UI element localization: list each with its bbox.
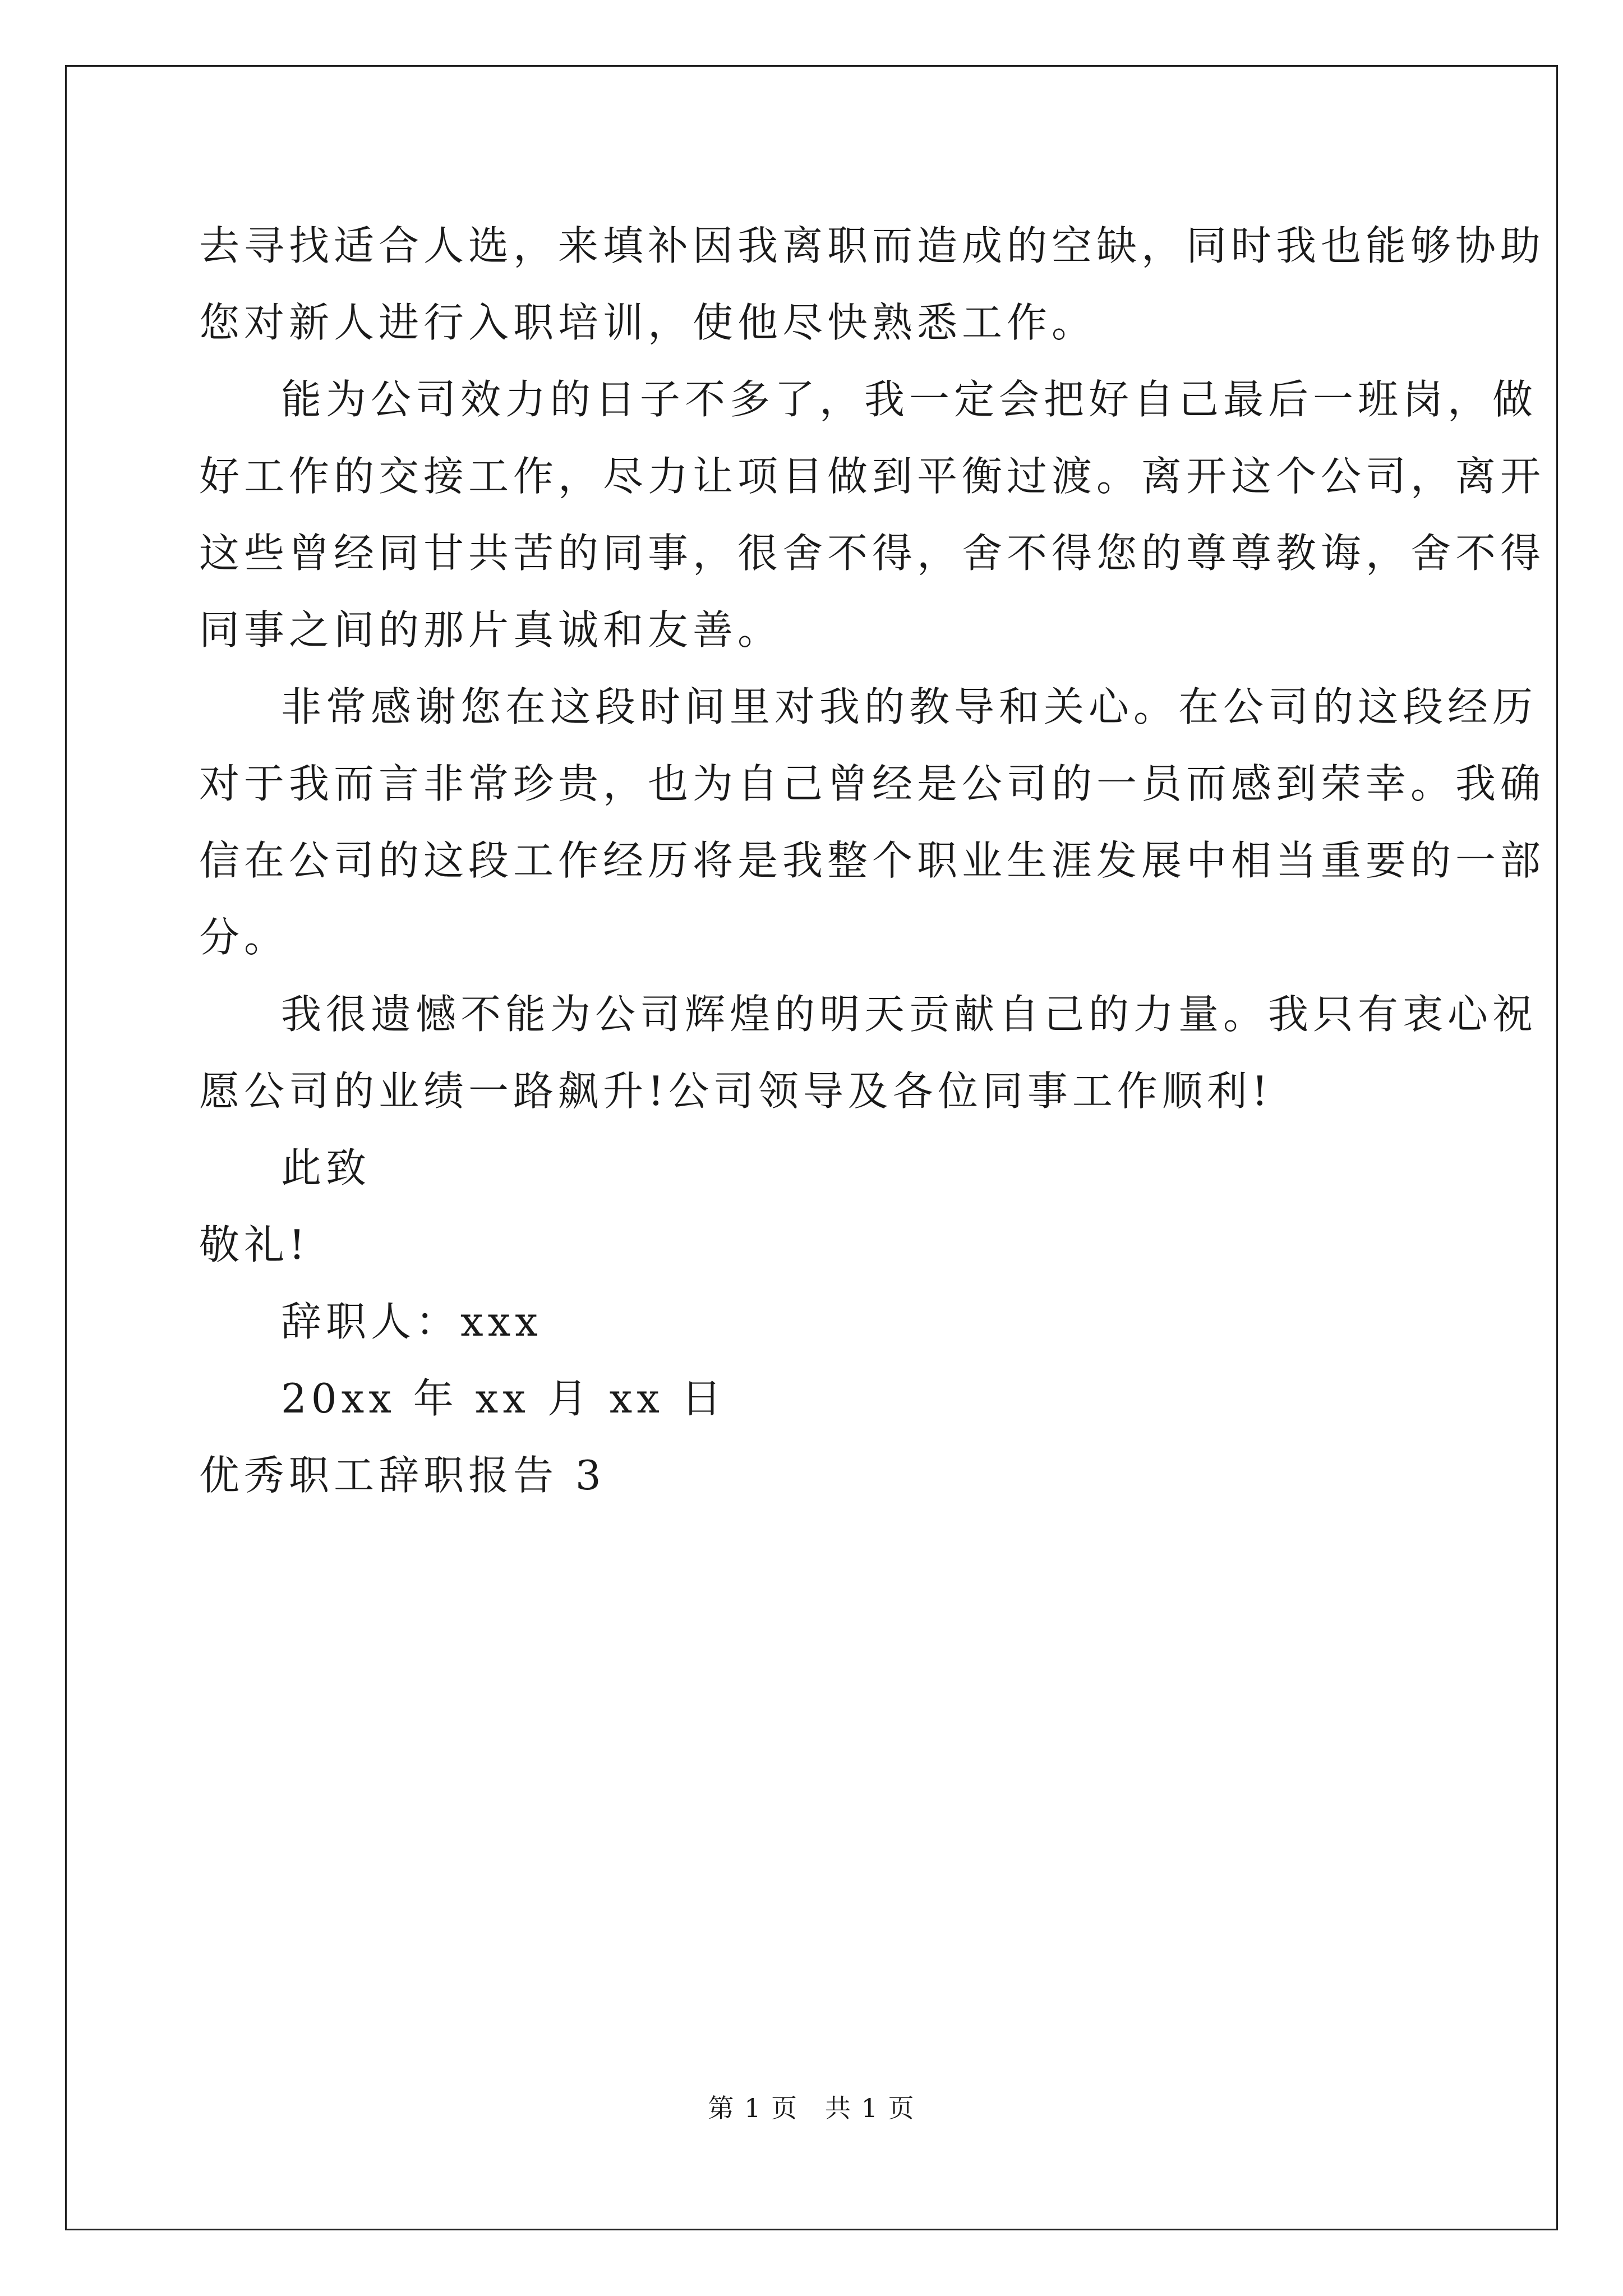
- text-line: 信在公司的这段工作经历将是我整个职业生涯发展中相当重要的一部: [199, 837, 1546, 884]
- closing-salutation: [199, 1130, 1433, 1207]
- text-line: 您对新人进行入职培训，使他尽快熟悉工作。: [199, 299, 1097, 346]
- text-line: 分。: [199, 914, 289, 961]
- signature-line: [199, 1283, 1433, 1360]
- page-footer: [0, 2091, 1623, 2125]
- page-number: 第 1 页 共 1 页: [708, 2093, 915, 2123]
- paragraph-gratitude: [199, 669, 1546, 976]
- text-line: 这些曾经同甘共苦的同事，很舍不得，舍不得您的尊尊教诲，舍不得: [199, 530, 1546, 577]
- text-line: 同事之间的那片真诚和友善。: [199, 606, 783, 654]
- text-line: 我很遗憾不能为公司辉煌的明天贡献自己的力量。我只有衷心祝: [281, 991, 1538, 1038]
- text-line: 此致: [281, 1144, 371, 1191]
- closing-regards: [199, 1207, 1433, 1283]
- text-line: 敬礼!: [199, 1221, 310, 1268]
- text-line: 20xx 年 xx 月 xx 日: [281, 1375, 726, 1422]
- next-section-title: [199, 1437, 1433, 1514]
- text-line: 能为公司效力的日子不多了，我一定会把好自己最后一班岗，做: [281, 376, 1538, 423]
- paragraph-last-days: [199, 361, 1546, 669]
- document-body: [199, 208, 1546, 1514]
- text-line: 对于我而言非常珍贵，也为自己曾经是公司的一员而感到荣幸。我确: [199, 760, 1546, 807]
- date-line: [199, 1360, 1433, 1437]
- paragraph-resignation-handover: [199, 208, 1546, 361]
- text-line: 辞职人：xxx: [281, 1298, 542, 1345]
- text-line: 愿公司的业绩一路飙升!公司领导及各位同事工作顺利!: [199, 1068, 1272, 1115]
- text-line: 优秀职工辞职报告 3: [199, 1452, 606, 1499]
- text-line: 非常感谢您在这段时间里对我的教导和关心。在公司的这段经历: [281, 683, 1538, 730]
- paragraph-wishes: [199, 976, 1538, 1130]
- text-line: 好工作的交接工作，尽力让项目做到平衡过渡。离开这个公司，离开: [199, 453, 1546, 500]
- text-line: 去寻找适合人选，来填补因我离职而造成的空缺，同时我也能够协助: [199, 222, 1546, 269]
